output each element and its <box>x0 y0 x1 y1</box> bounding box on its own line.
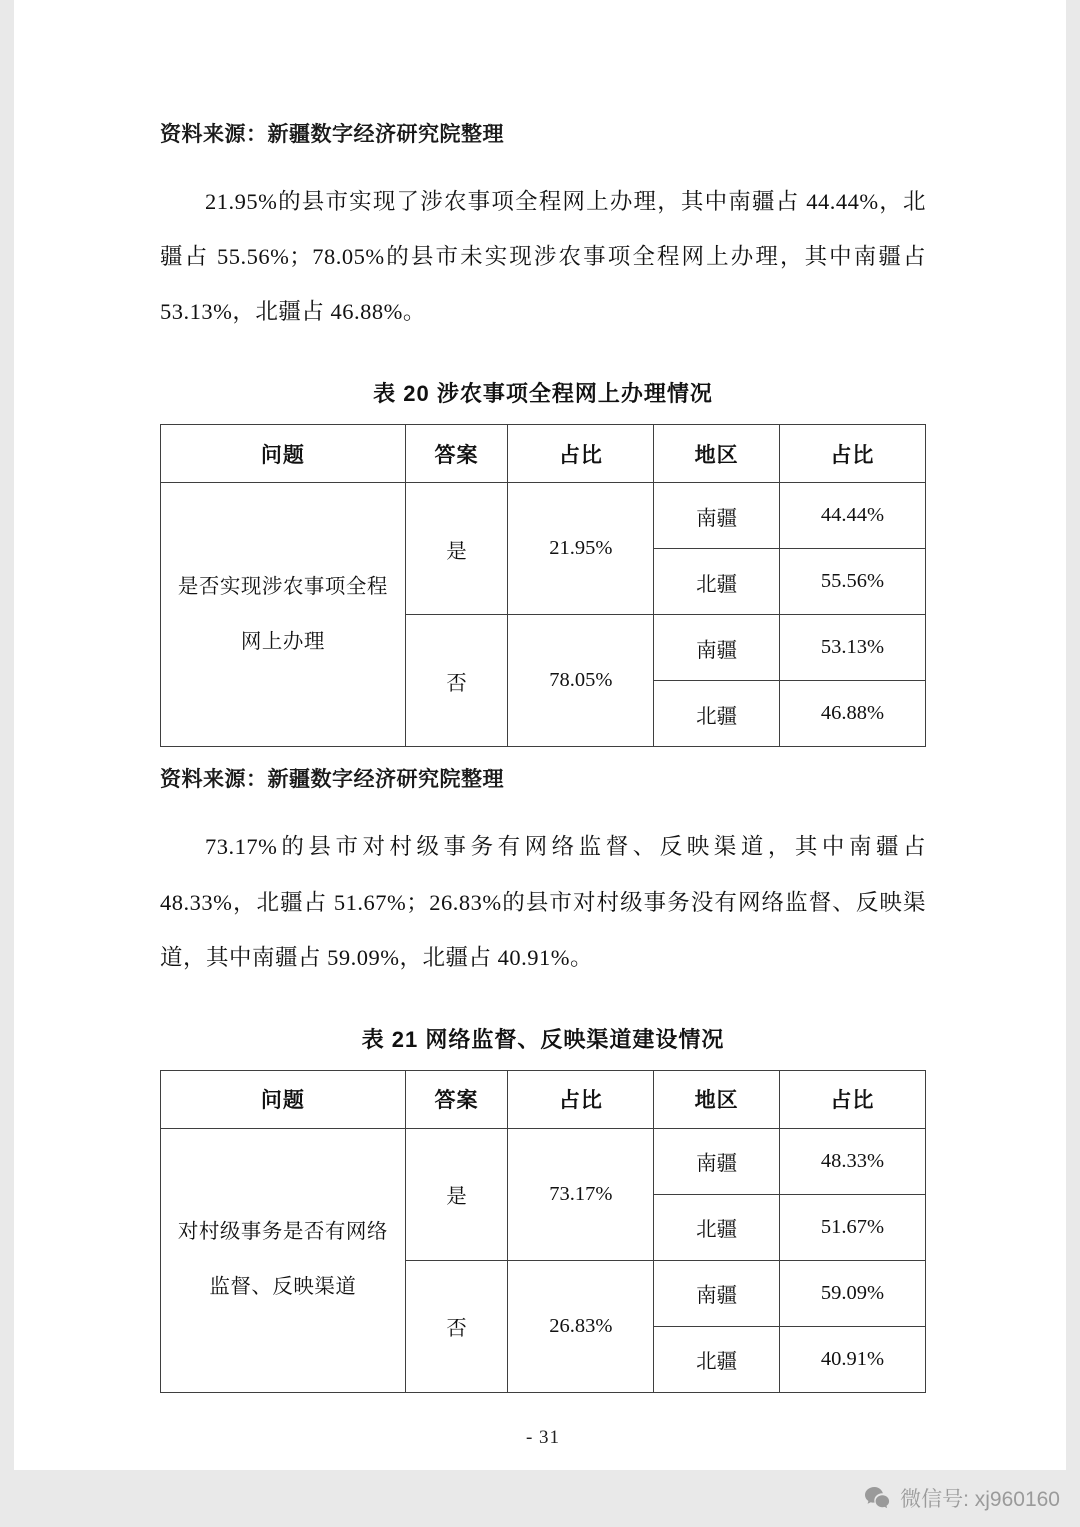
region-cell: 南疆 <box>654 1260 779 1326</box>
region-cell: 南疆 <box>654 483 779 549</box>
region-cell: 南疆 <box>654 1128 779 1194</box>
col-header-question: 问题 <box>161 425 406 483</box>
region-cell: 北疆 <box>654 1194 779 1260</box>
region-ratio-cell: 59.09% <box>779 1260 925 1326</box>
ratio-cell: 78.05% <box>508 615 654 747</box>
region-ratio-cell: 55.56% <box>779 549 925 615</box>
col-header-region: 地区 <box>654 1070 779 1128</box>
region-ratio-cell: 48.33% <box>779 1128 925 1194</box>
col-header-answer: 答案 <box>405 425 508 483</box>
source-note-top: 资料来源：新疆数字经济研究院整理 <box>160 123 504 146</box>
col-header-region-ratio: 占比 <box>779 1070 925 1128</box>
paragraph-2: 73.17%的县市对村级事务有网络监督、反映渠道，其中南疆占 48.33%，北疆占 51.67%；26.83%的县市对村级事务没有网络监督、反映渠道，其中南疆占 59.09%，北疆占 40.91%。 <box>160 834 926 970</box>
table21-header-row <box>161 1070 926 1128</box>
region-ratio-cell: 46.88% <box>779 681 925 747</box>
watermark-text: 微信号: xj960160 <box>900 1488 1060 1511</box>
answer-cell: 是 <box>405 1128 508 1260</box>
source-note-mid: 资料来源：新疆数字经济研究院整理 <box>160 768 504 792</box>
ratio-cell: 21.95% <box>508 483 654 615</box>
question-cell: 对村级事务是否有网络监督、反映渠道 <box>161 1128 406 1392</box>
region-cell: 北疆 <box>654 1326 779 1392</box>
answer-cell: 否 <box>405 615 508 747</box>
table21-title: 表 21 网络监督、反映渠道建设情况 <box>361 1026 725 1052</box>
region-ratio-cell: 44.44% <box>779 483 925 549</box>
col-header-answer: 答案 <box>405 1070 508 1128</box>
region-cell: 南疆 <box>654 615 779 681</box>
region-ratio-cell: 40.91% <box>779 1326 925 1392</box>
region-cell: 北疆 <box>654 681 779 747</box>
answer-cell: 是 <box>405 483 508 615</box>
table20-title: 表 20 涉农事项全程网上办理情况 <box>373 381 713 407</box>
table21 <box>160 1070 926 1393</box>
table20 <box>160 424 926 747</box>
watermark-bar <box>864 1483 1060 1513</box>
ratio-cell: 73.17% <box>508 1128 654 1260</box>
col-header-ratio: 占比 <box>508 425 654 483</box>
ratio-cell: 26.83% <box>508 1260 654 1392</box>
document-page <box>14 0 1066 1470</box>
col-header-ratio: 占比 <box>508 1070 654 1128</box>
paragraph-1: 21.95%的县市实现了涉农事项全程网上办理，其中南疆占 44.44%，北疆占 55.56%；78.05%的县市未实现涉农事项全程网上办理，其中南疆占 53.13%，北疆占 46.88%。 <box>160 189 926 325</box>
table-row <box>161 1128 926 1194</box>
page-number: - 31 <box>525 1426 561 1448</box>
wechat-icon <box>864 1486 891 1510</box>
col-header-question: 问题 <box>161 1070 406 1128</box>
region-cell: 北疆 <box>654 549 779 615</box>
table-row <box>161 483 926 549</box>
table20-header-row <box>161 425 926 483</box>
answer-cell: 否 <box>405 1260 508 1392</box>
col-header-region-ratio: 占比 <box>779 425 925 483</box>
region-ratio-cell: 53.13% <box>779 615 925 681</box>
question-cell: 是否实现涉农事项全程网上办理 <box>161 483 406 747</box>
region-ratio-cell: 51.67% <box>779 1194 925 1260</box>
col-header-region: 地区 <box>654 425 779 483</box>
